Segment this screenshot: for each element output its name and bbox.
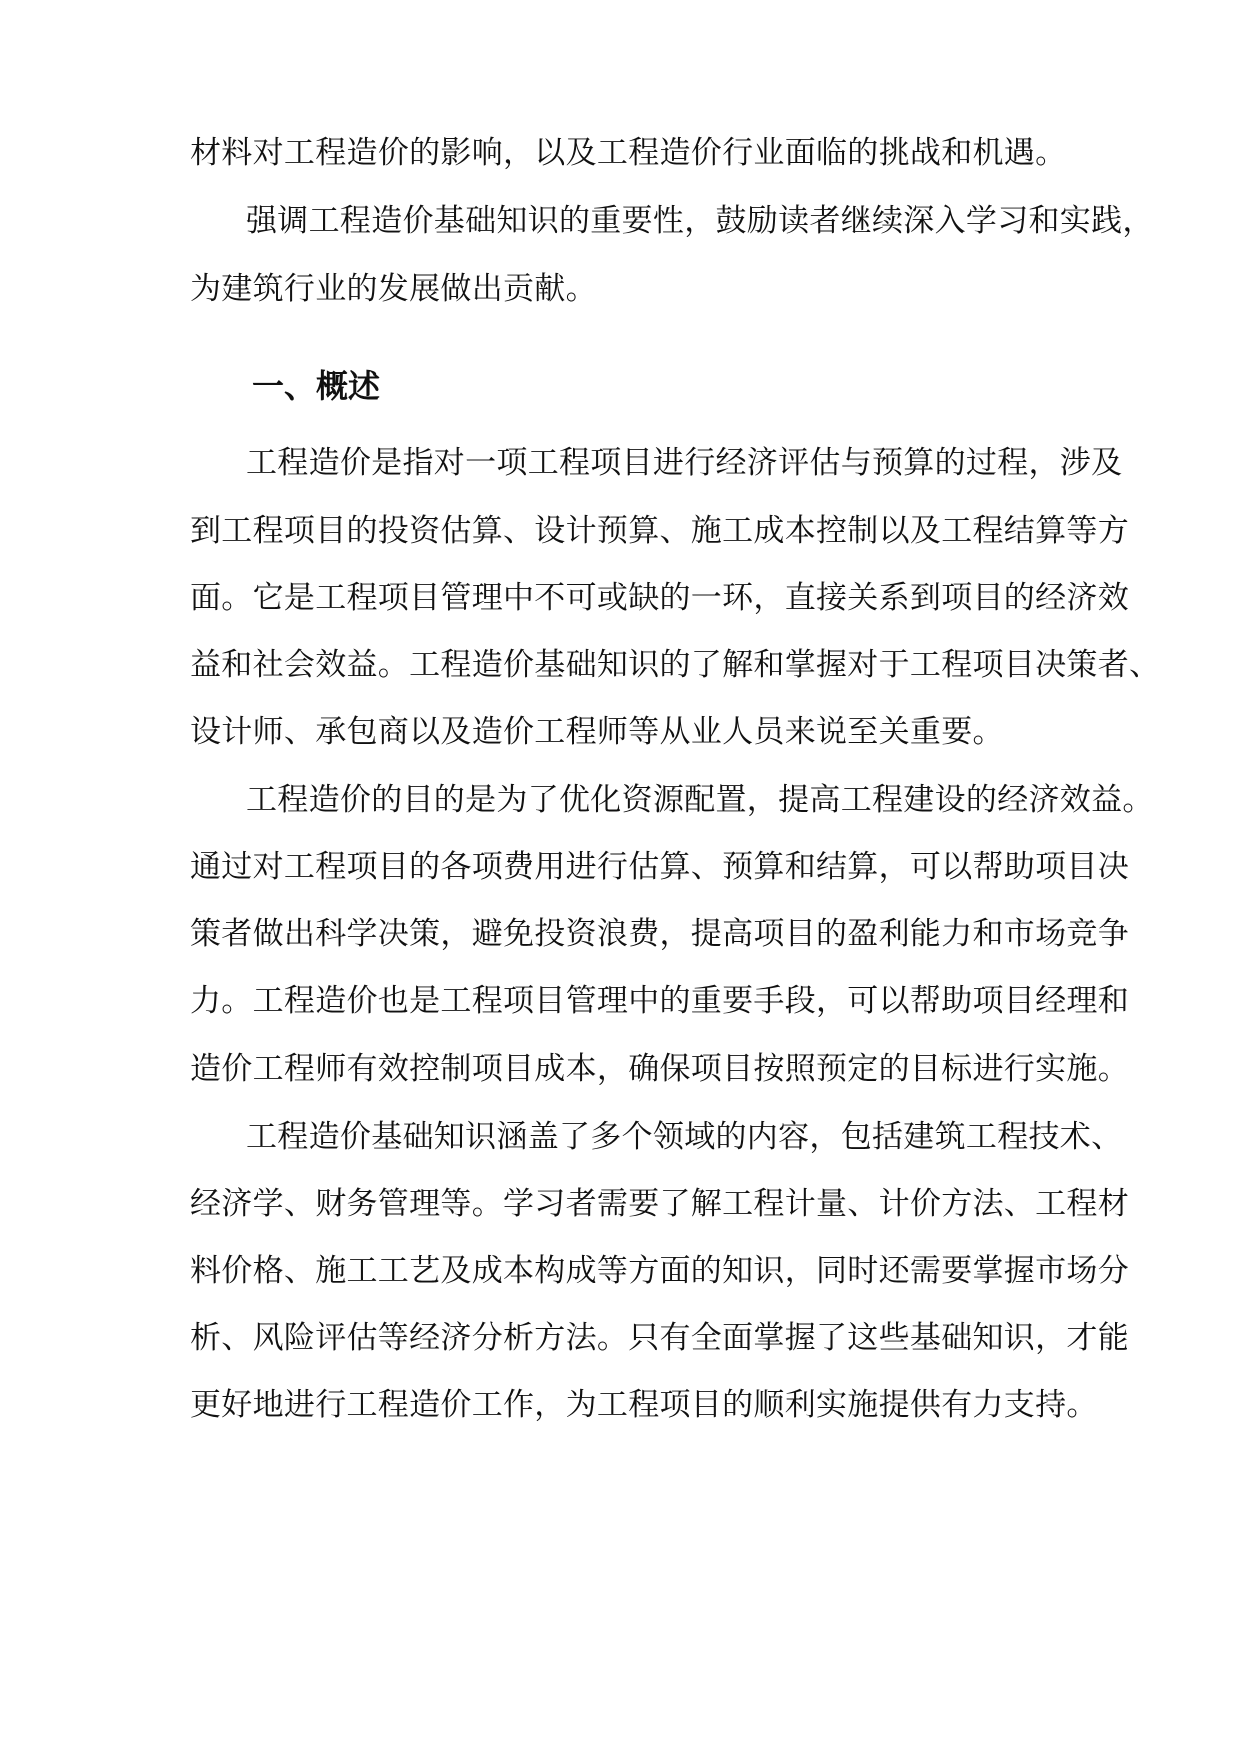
text-line: 设计师、承包商以及造价工程师等从业人员来说至关重要。 (190, 714, 1004, 750)
text-line: 面。它是工程项目管理中不可或缺的一环，直接关系到项目的经济效 (190, 580, 1129, 616)
text-line: 工程造价的目的是为了优化资源配置，提高工程建设的经济效益。 (246, 782, 1154, 818)
text-line: 经济学、财务管理等。学习者需要了解工程计量、计价方法、工程材 (190, 1186, 1129, 1222)
section-heading: 一、概述 (252, 367, 381, 405)
text-line: 为建筑行业的发展做出贡献。 (190, 271, 597, 307)
text-line: 益和社会效益。工程造价基础知识的了解和掌握对于工程项目决策者、 (190, 647, 1161, 683)
text-line: 工程造价是指对一项工程项目进行经济评估与预算的过程，涉及 (246, 445, 1123, 481)
text-line: 策者做出科学决策，避免投资浪费，提高项目的盈利能力和市场竞争 (190, 916, 1129, 952)
text-line: 料价格、施工工艺及成本构成等方面的知识，同时还需要掌握市场分 (190, 1253, 1129, 1289)
text-line: 材料对工程造价的影响，以及工程造价行业面临的挑战和机遇。 (190, 135, 1067, 171)
text-line: 造价工程师有效控制项目成本，确保项目按照预定的目标进行实施。 (190, 1051, 1129, 1087)
text-line: 析、风险评估等经济分析方法。只有全面掌握了这些基础知识，才能 (190, 1320, 1129, 1356)
text-line: 力。工程造价也是工程项目管理中的重要手段，可以帮助项目经理和 (190, 983, 1129, 1019)
text-line: 工程造价基础知识涵盖了多个领域的内容，包括建筑工程技术、 (246, 1119, 1123, 1155)
text-line: 通过对工程项目的各项费用进行估算、预算和结算，可以帮助项目决 (190, 849, 1129, 885)
text-line: 到工程项目的投资估算、设计预算、施工成本控制以及工程结算等方 (190, 513, 1129, 549)
text-line: 更好地进行工程造价工作，为工程项目的顺利实施提供有力支持。 (190, 1387, 1098, 1423)
text-line: 强调工程造价基础知识的重要性，鼓励读者继续深入学习和实践， (246, 203, 1154, 239)
